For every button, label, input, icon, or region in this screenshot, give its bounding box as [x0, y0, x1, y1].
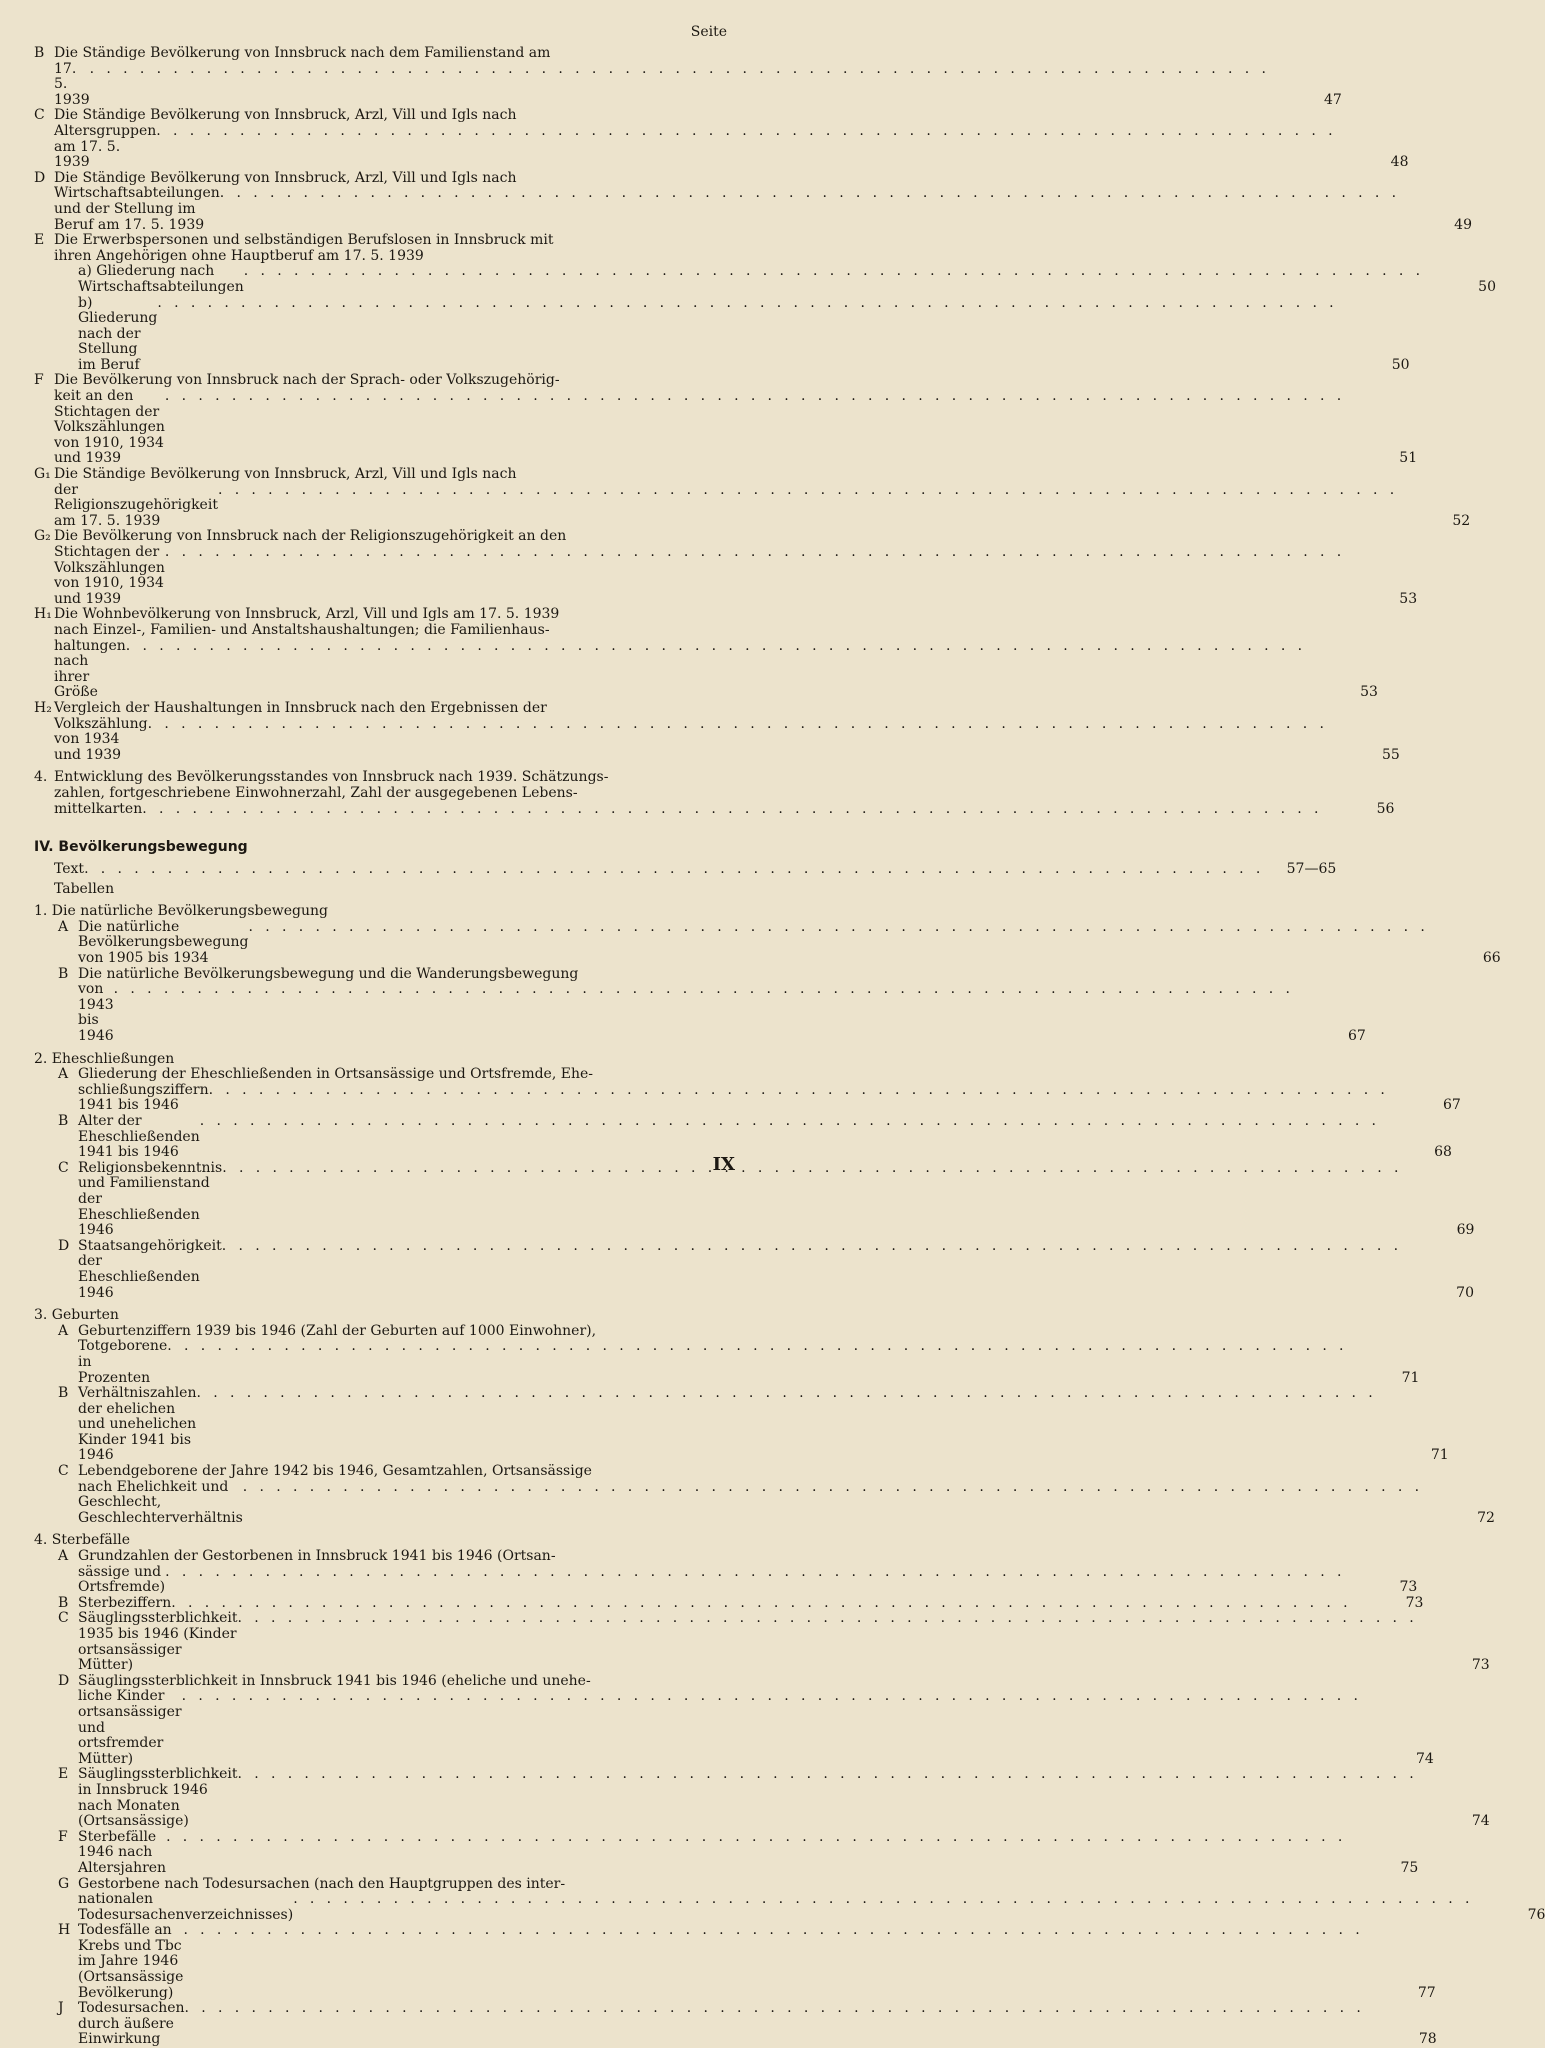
entry-page-number: 74 [1471, 1813, 1490, 1830]
entry-text [54, 233, 658, 264]
entry-line-leader [78, 1923, 1364, 2001]
entry-page-number: 48 [1390, 154, 1409, 171]
entry-label: C [58, 1610, 69, 1627]
entry-page-number: 57—65 [1286, 861, 1337, 878]
entry-line: nationalen Todesursachenverzeichnisses) [78, 1891, 294, 1923]
entry-line: Verhältniszahlen der ehelichen und unehelichen Kinder 1941 bis 1946 [78, 1385, 197, 1464]
leader-dots [222, 1161, 1402, 1239]
entry-line-leader [78, 982, 1294, 1044]
entry-line: nach Ehelichkeit und Geschlecht, Geschlechterverhältnis [78, 1478, 243, 1526]
entry-line: Die Ständige Bevölkerung von Innsbruck, Arzl, Vill und Igls nach [54, 107, 517, 124]
entry-page-number: 67 [1442, 1097, 1461, 1114]
toc-entry [34, 466, 1471, 529]
entry-label: B [58, 1113, 69, 1129]
entry-label [34, 882, 54, 898]
entry-line: Totgeborene in Prozenten [78, 1338, 168, 1386]
leader-dots [237, 1611, 1417, 1673]
section-number: 4. [34, 769, 48, 786]
entry-line-leader [54, 862, 1264, 878]
entry-line: Die Bevölkerung von Innsbruck nach der Religionszugehörigkeit an den [54, 528, 567, 545]
entry-text [54, 607, 1306, 701]
leader-dots [249, 920, 1429, 967]
group-title: 1. Die natürliche Bevölkerungsbewegung [34, 903, 328, 920]
toc-entry [34, 1594, 1424, 1612]
entry-label: J [58, 2000, 64, 2017]
entry-line-leader [54, 639, 1306, 701]
entry-line: Volkszählung von 1934 und 1939 [54, 715, 148, 763]
entry-line: Sterbeziffern [78, 1594, 172, 1611]
entry-label: H₂ [34, 699, 52, 716]
entry-line: Säuglingssterblichkeit 1935 bis 1946 (Kinder ortsansässiger Mütter) [78, 1610, 238, 1674]
entry-line: Stichtagen der Volkszählungen von 1910, 1934 und 1939 [54, 544, 165, 607]
leader-dots [182, 1689, 1362, 1767]
entry-label: B [58, 965, 69, 982]
entry-label: B [34, 45, 45, 61]
entry-line-leader [54, 545, 1345, 607]
entry-page-number: 51 [1399, 450, 1418, 467]
leader-dots [196, 1386, 1376, 1464]
entry-text [78, 1830, 1346, 1877]
tabellen-label: Tabellen [54, 880, 115, 897]
entry-label: A [58, 1322, 69, 1339]
leader-dots [126, 639, 1306, 701]
entry-line: Die natürliche Bevölkerungsbewegung und die Wanderungsbewegung [78, 965, 579, 982]
entry-line: Grundzahlen der Gestorbenen in Innsbruck 1941 bis 1946 (Ortsan- [78, 1548, 556, 1565]
leader-dots [114, 982, 1294, 1044]
leader-dots [148, 717, 1328, 764]
toc-entry [34, 861, 1337, 878]
entry-line: von 1943 bis 1946 [78, 981, 114, 1045]
entry-text [78, 967, 1294, 1045]
entry-line-leader [78, 1689, 1362, 1767]
entry-line: Die Wohnbevölkerung von Innsbruck, Arzl, Vill und Igls am 17. 5. 1939 [54, 606, 560, 623]
entry-text [78, 920, 1429, 967]
toc-entry [34, 294, 1410, 374]
entry-line: Säuglingssterblichkeit in Innsbruck 1941 bis 1946 (eheliche und unehe- [78, 1672, 591, 1689]
toc-entry [34, 1922, 1436, 2001]
leader-dots [220, 186, 1400, 233]
entry-text [78, 1767, 1418, 1829]
entry-line-leader [78, 1892, 1473, 1923]
entry-line-leader [78, 1083, 1389, 1114]
entry-label: E [34, 232, 45, 249]
leader-dots [167, 1339, 1347, 1386]
seite-column-header: Seite [690, 24, 727, 40]
toc-entry [34, 1159, 1475, 1239]
entry-page-number: 49 [1454, 216, 1472, 233]
toc-entry [34, 1672, 1434, 1768]
toc-entry [34, 169, 1472, 233]
entry-line: Gliederung der Eheschließenden in Ortsansässige und Ortsfremde, Ehe- [78, 1066, 593, 1083]
entry-text [78, 1161, 1402, 1239]
entry-line: Todesursachen durch äußere Einwirkung [78, 2000, 185, 2048]
entry-label: B [58, 1594, 69, 1611]
toc-entry [34, 1463, 1495, 1526]
leader-dots [157, 296, 1337, 374]
entry-text [78, 1239, 1402, 1301]
entry-label: G₂ [34, 528, 51, 545]
entry-line-leader [78, 2001, 1365, 2048]
entry-line-leader [78, 1611, 1418, 1673]
entry-line: Die Erwerbspersonen und selbständigen Berufslosen in Innsbruck mit [54, 232, 554, 249]
entry-page-number: 68 [1434, 1144, 1452, 1161]
leader-dots [218, 483, 1398, 530]
entry-page-number: 53 [1360, 684, 1378, 701]
leader-dots [293, 1892, 1473, 1923]
spacer [34, 1301, 730, 1308]
entry-page-number: 53 [1399, 590, 1418, 607]
group-title: 3. Geburten [34, 1307, 119, 1324]
entry-text [54, 373, 1345, 467]
toc-entry [34, 1875, 1545, 1924]
entry-label: D [58, 1237, 70, 1254]
entry-label: B [58, 1385, 69, 1402]
entry-line: Die Ständige Bevölkerung von Innsbruck nach dem Familienstand am [54, 45, 551, 61]
toc-entry [34, 965, 1366, 1045]
entry-line-leader [78, 1339, 1347, 1386]
entry-page-number: 56 [1376, 800, 1395, 817]
entry-text [54, 108, 1336, 170]
entry-line: Geburtenziffern 1939 bis 1946 (Zahl der Geburten auf 1000 Einwohner), [78, 1322, 597, 1339]
toc-entry [34, 1066, 1461, 1114]
leader-dots [209, 1083, 1389, 1114]
entry-line: Wirtschaftsabteilungen und der Stellung im Beruf am 17. 5. 1939 [54, 185, 220, 233]
toc-entry [34, 1828, 1419, 1877]
entry-line-leader [78, 1596, 1351, 1612]
entry-line-leader [54, 249, 658, 265]
entry-label: A [58, 1548, 69, 1565]
leader-dots [185, 2001, 1365, 2048]
entry-line-leader [54, 186, 1400, 233]
toc-entry [34, 372, 1418, 467]
entry-page-number: 73 [1405, 1594, 1424, 1611]
entry-line: Gestorbene nach Todesursachen (nach den Hauptgruppen des inter- [78, 1875, 566, 1892]
entry-text [54, 862, 1264, 878]
entry-line-leader [78, 1767, 1418, 1829]
entry-line: Die natürliche Bevölkerungsbewegung von 1905 bis 1934 [78, 918, 249, 967]
entry-text [78, 296, 1338, 374]
leader-dots [90, 62, 1270, 109]
entry-line: Die Ständige Bevölkerung von Innsbruck, Arzl, Vill und Igls nach [54, 169, 517, 186]
entry-label: A [58, 918, 69, 935]
entry-page-number: 69 [1456, 1222, 1475, 1239]
toc-entry [34, 1322, 1420, 1386]
leader-dots [183, 1923, 1363, 2001]
leader-dots [142, 802, 1322, 818]
entry-line-leader [54, 124, 1336, 171]
toc-entry [34, 233, 730, 264]
toc-entry [34, 1237, 1474, 1301]
entry-line-leader [78, 264, 1424, 295]
entry-line-leader [78, 1565, 1345, 1596]
entry-page-number: 77 [1417, 1984, 1436, 2001]
entry-line: Die Bevölkerung von Innsbruck nach der Sprach- oder Volkszugehörig- [54, 372, 560, 389]
entry-line-leader [78, 296, 1338, 374]
leader-dots [200, 1114, 1380, 1161]
entry-label: C [58, 1463, 69, 1480]
toc-entry [34, 528, 1418, 607]
entry-line-leader [54, 62, 1270, 109]
entry-line-leader [54, 389, 1345, 467]
entry-page-number: 75 [1400, 1859, 1419, 1876]
entry-label [34, 862, 54, 878]
page-number: IX [712, 1154, 735, 1175]
entry-text [78, 264, 1424, 295]
leader-dots [237, 1767, 1417, 1829]
entry-page-number: 78 [1418, 2031, 1437, 2048]
entry-page-number: 47 [1324, 91, 1342, 108]
text-label: Text [54, 861, 85, 878]
entry-line: zahlen, fortgeschriebene Einwohnerzahl, Zahl der ausgegebenen Lebens- [54, 784, 578, 801]
toc-entry [34, 1113, 1452, 1161]
entry-text [54, 171, 1400, 233]
toc-entry [34, 2000, 1437, 2048]
entry-line: liche Kinder ortsansässiger und ortsfremder Mütter) [78, 1688, 182, 1767]
entry-label: C [34, 107, 45, 124]
entry-line: Säuglingssterblichkeit in Innsbruck 1946 nach Monaten (Ortsansässige) [78, 1766, 238, 1830]
entry-page-number: 71 [1430, 1447, 1449, 1464]
entry-line: Altersgruppen am 17. 5. 1939 [54, 122, 157, 171]
entry-label: A [58, 1066, 69, 1083]
leader-dots [84, 862, 1264, 878]
toc-section [34, 769, 1395, 817]
entry-page-number: 50 [1391, 356, 1410, 373]
section-heading: IV. Bevölkerungsbewegung [34, 839, 248, 856]
entry-line-leader [78, 1480, 1423, 1527]
toc-entry [34, 263, 1496, 295]
entry-text [78, 1067, 1389, 1114]
entry-line: Entwicklung des Bevölkerungsstandes von Innsbruck nach 1939. Schätzungs- [54, 769, 609, 786]
entry-text [78, 1549, 1345, 1596]
toc-entry [34, 107, 1409, 171]
entry-text [78, 1923, 1364, 2001]
entry-line: Todesfälle an Krebs und Tbc im Jahre 1946 (Ortsansässige Bevölkerung) [78, 1922, 184, 2001]
entry-text [78, 2001, 1365, 2048]
entry-page-number: 55 [1382, 746, 1400, 763]
entry-page-number: 52 [1452, 512, 1471, 529]
toc-entry [34, 699, 1400, 763]
entry-text [78, 1386, 1377, 1464]
entry-line-leader [54, 802, 1322, 818]
entry-text [54, 467, 1398, 529]
entry-text [78, 1611, 1418, 1673]
entry-line: 17. 5. 1939 [54, 60, 90, 108]
entry-label: H [58, 1922, 71, 1939]
entry-line-leader [78, 1830, 1346, 1877]
entry-line: schließungsziffern 1941 bis 1946 [78, 1081, 209, 1114]
entry-line: Die Ständige Bevölkerung von Innsbruck, Arzl, Vill und Igls nach [54, 466, 517, 483]
entry-page-number: 67 [1348, 1028, 1366, 1045]
leader-dots [165, 389, 1345, 467]
toc-entry [34, 918, 1501, 967]
entry-label: G [58, 1875, 70, 1892]
toc-entry [34, 882, 730, 898]
entry-line: der Religionszugehörigkeit am 17. 5. 1939 [54, 481, 218, 529]
leader-dots [156, 124, 1336, 171]
entry-line: Religionsbekenntnis und Familienstand der Eheschließenden 1946 [78, 1159, 223, 1239]
section-text [54, 770, 1322, 817]
entry-line: haltungen nach ihrer Größe [54, 637, 126, 701]
group-title: 4. Sterbefälle [34, 1532, 131, 1549]
toc-entry [34, 45, 1342, 108]
toc-entry [34, 1385, 1449, 1464]
entry-label [58, 264, 78, 295]
entry-line: mittelkarten [54, 800, 143, 817]
toc-entry [34, 1548, 1418, 1596]
entry-line-leader [78, 1386, 1377, 1464]
entry-line: Alter der Eheschließenden 1941 bis 1946 [78, 1113, 200, 1161]
entry-line: sässige und Ortsfremde) [78, 1563, 166, 1596]
entry-label: H₁ [34, 606, 52, 623]
entry-text [78, 1464, 1423, 1526]
entry-line: ihren Angehörigen ohne Hauptberuf am 17. 5. 1939 [54, 247, 424, 264]
table-of-contents [34, 45, 1545, 2048]
entry-label: F [58, 1828, 68, 1845]
entry-line-leader [78, 920, 1429, 967]
entry-label: D [34, 169, 46, 186]
entry-page-number: 76 [1527, 1906, 1545, 1923]
entry-page-number: 72 [1477, 1509, 1495, 1526]
toc-entry [34, 1610, 1490, 1674]
entry-line: Staatsangehörigkeit der Eheschließenden 1946 [78, 1237, 222, 1301]
entry-page-number: 66 [1482, 950, 1501, 967]
entry-line-leader [54, 483, 1398, 530]
entry-text [78, 1877, 1473, 1924]
entry-line-leader [54, 717, 1328, 764]
toc-entry [34, 1766, 1490, 1830]
entry-text [54, 701, 1328, 763]
entry-line-leader [78, 1239, 1402, 1301]
group-title: 2. Eheschließungen [34, 1050, 175, 1067]
entry-line: Sterbefälle 1946 nach Altersjahren [78, 1828, 167, 1876]
entry-label [58, 296, 78, 374]
entry-page-number: 50 [1478, 278, 1496, 295]
entry-page-number: 74 [1416, 1750, 1434, 1767]
entry-text [78, 1324, 1347, 1386]
entry-line-leader [78, 1161, 1402, 1239]
entry-label: G₁ [34, 466, 51, 483]
spacer [34, 1526, 730, 1533]
entry-label: E [58, 1766, 69, 1783]
leader-dots [244, 264, 1424, 295]
entry-text [78, 1596, 1351, 1612]
leader-dots [171, 1596, 1351, 1612]
entry-page-number: 73 [1471, 1657, 1490, 1674]
leader-dots [222, 1239, 1402, 1301]
entry-text [54, 529, 1345, 607]
entry-label: D [58, 1672, 70, 1689]
leader-dots [166, 1830, 1346, 1877]
leader-dots [243, 1480, 1423, 1527]
entry-page-number: 71 [1401, 1369, 1420, 1386]
entry-text [78, 1674, 1362, 1768]
entry-label: F [34, 372, 44, 389]
toc-entry [34, 606, 1378, 701]
entry-line: keit an den Stichtagen der Volkszählungen von 1910, 1934 und 1939 [54, 388, 165, 467]
leader-dots [165, 545, 1345, 607]
entry-text [54, 46, 1270, 108]
entry-line: b) Gliederung nach der Stellung im Beruf [78, 294, 158, 373]
entry-line: Lebendgeborene der Jahre 1942 bis 1946, Gesamtzahlen, Ortsansässige [78, 1463, 592, 1480]
leader-dots [165, 1565, 1345, 1596]
entry-line: a) Gliederung nach Wirtschaftsabteilungen [78, 263, 244, 295]
entry-line: nach Einzel-, Familien- und Anstaltshaushaltungen; die Familienhaus- [54, 621, 550, 638]
entry-page-number: 73 [1399, 1579, 1418, 1596]
entry-label: C [58, 1159, 69, 1176]
entry-page-number: 70 [1456, 1284, 1474, 1301]
entry-line: Vergleich der Haushaltungen in Innsbruck nach den Ergebnissen der [54, 699, 547, 716]
